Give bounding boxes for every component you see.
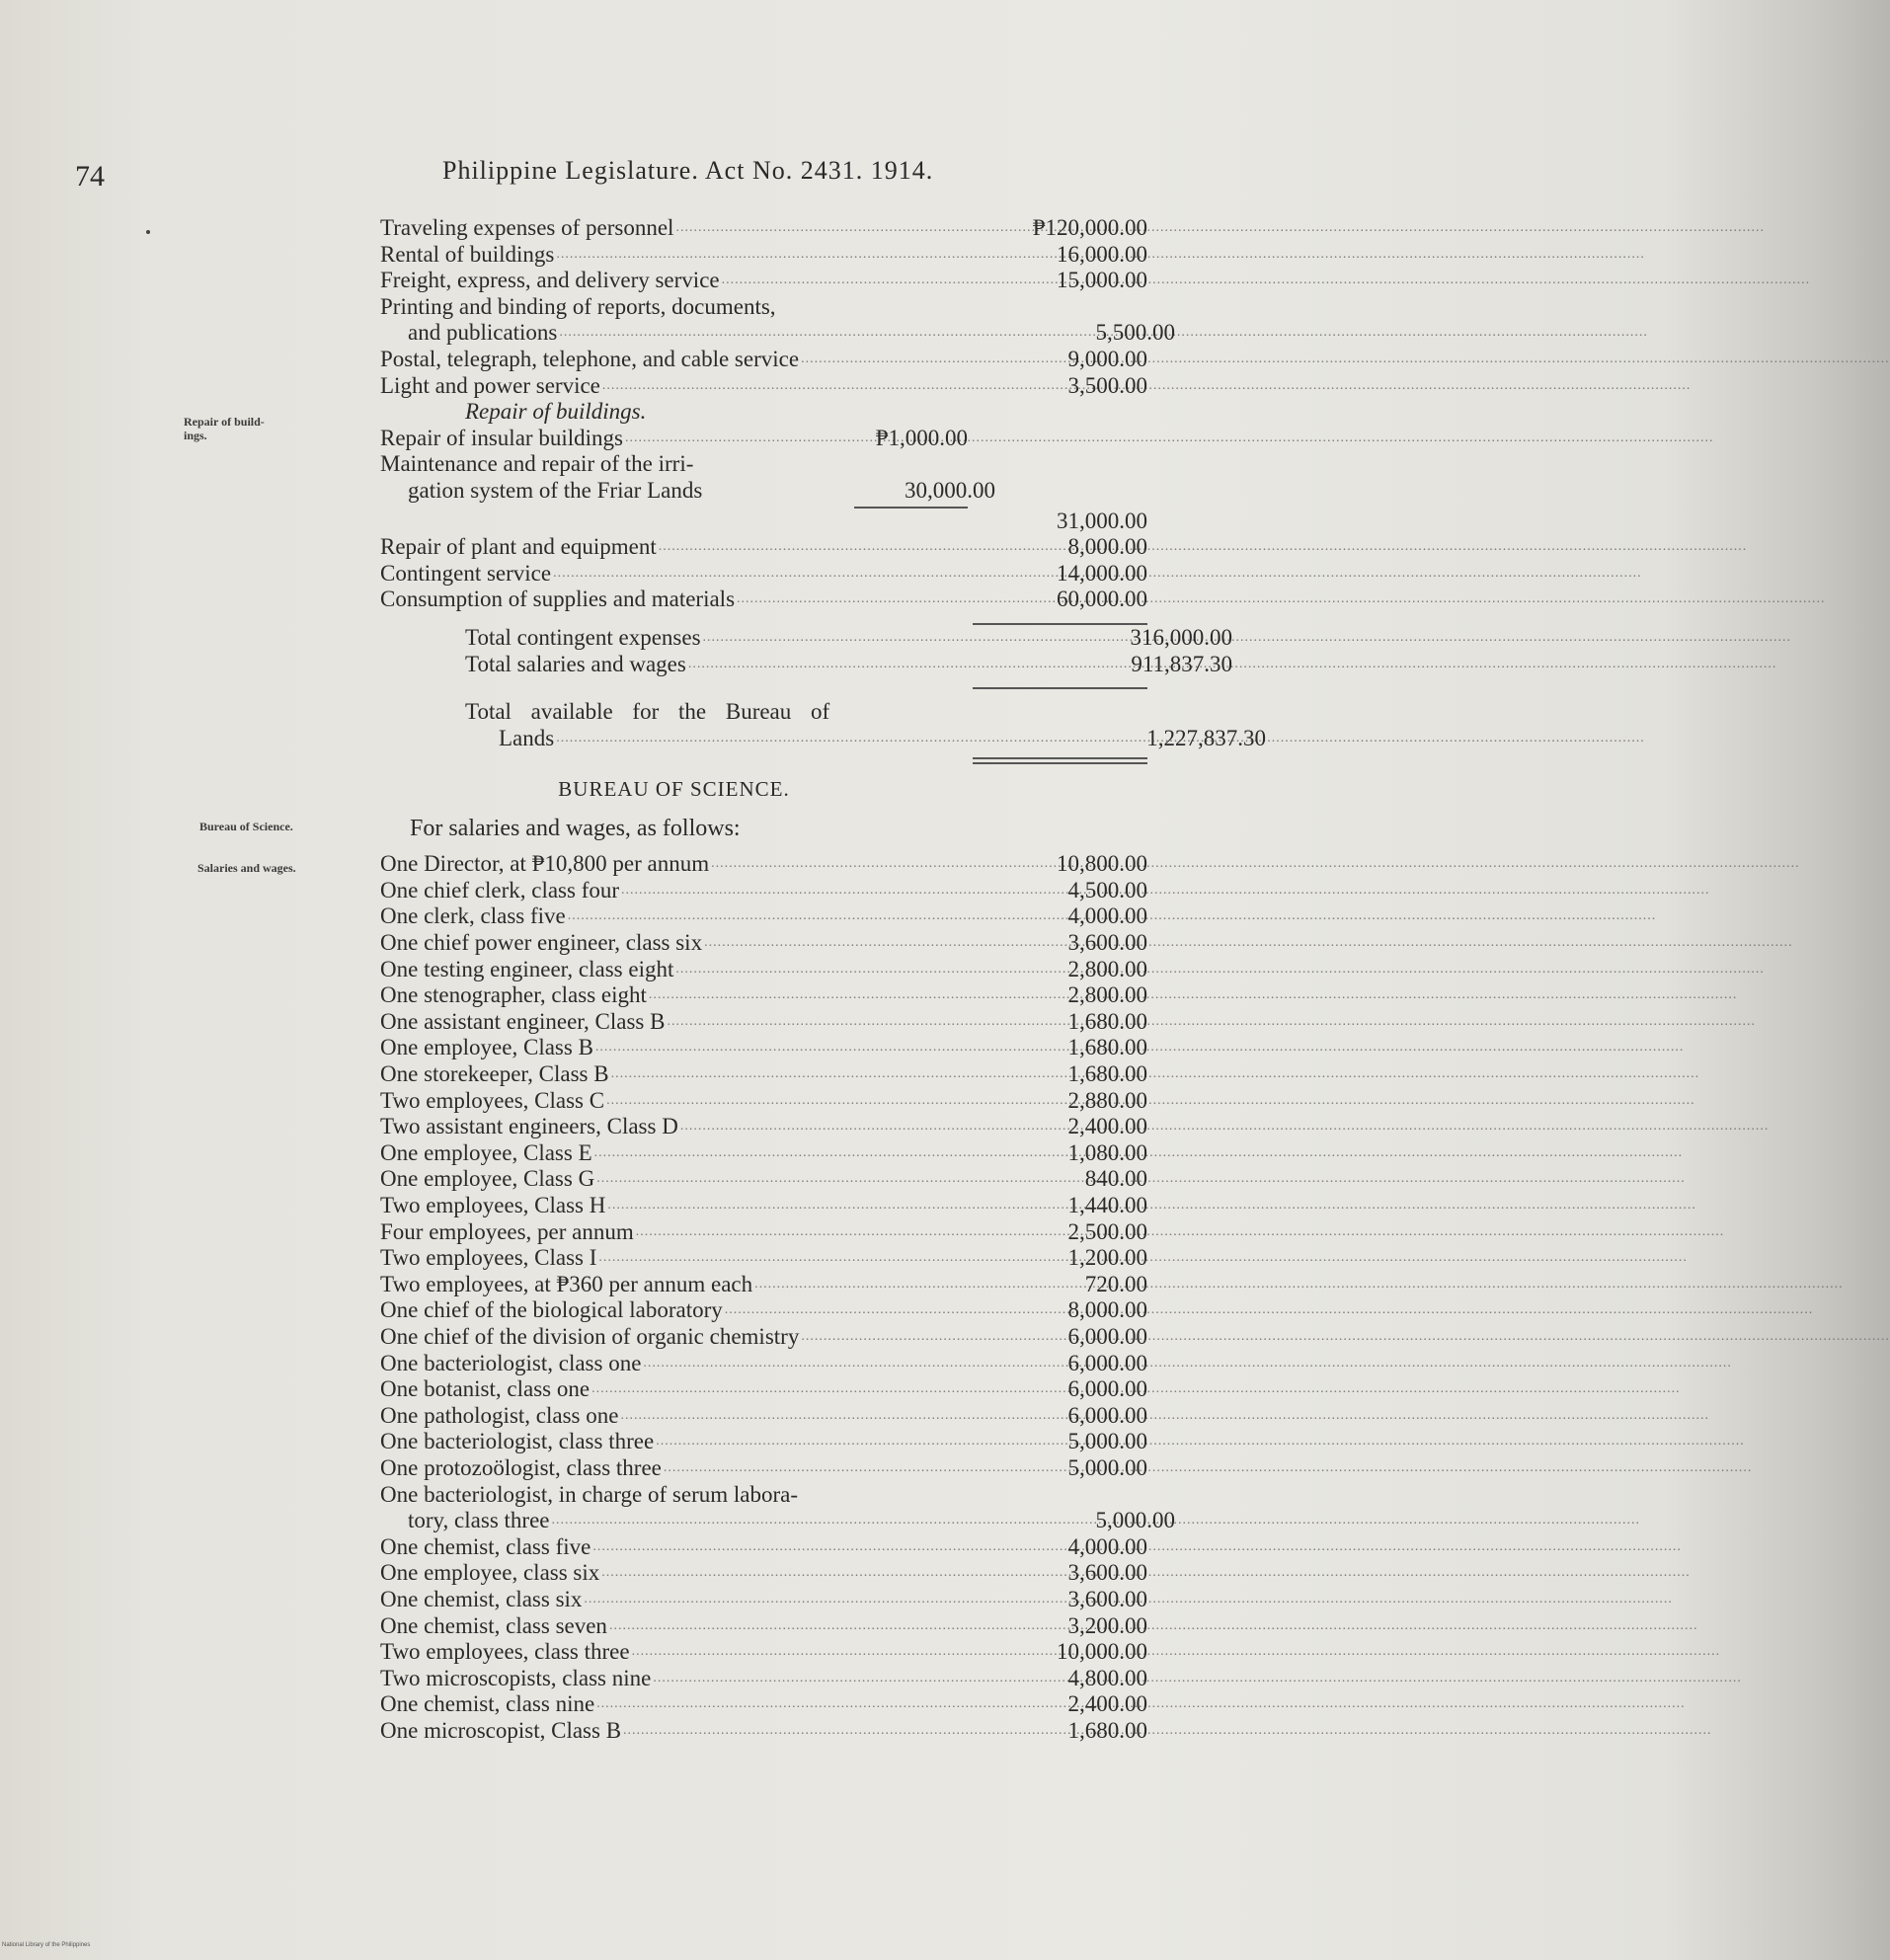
appropriation-table	[380, 215, 1266, 1744]
grand-total-label: Total available for the Bureau of	[465, 699, 830, 725]
table-row	[380, 1666, 1147, 1692]
row-label: One testing engineer, class eight	[380, 956, 674, 981]
row-label: One stenographer, class eight	[380, 982, 647, 1008]
table-row	[380, 1482, 1147, 1509]
table-row	[380, 1639, 1147, 1666]
repair-subtotal: 31,000.00	[1057, 508, 1147, 533]
row-amount: 1,200.00	[1067, 1245, 1147, 1271]
row-amount: 1,440.00	[1067, 1193, 1147, 1217]
table-row	[380, 451, 1147, 478]
footer-credit: National Library of the Philippines	[2, 1942, 91, 1948]
row-label: One chemist, class five	[380, 1533, 591, 1559]
row-label: One Director, at ₱10,800 per annum	[380, 851, 710, 877]
table-row	[380, 1403, 1147, 1430]
row-label: Four employees, per annum	[380, 1218, 634, 1244]
row-amount: 4,800.00	[1067, 1665, 1147, 1690]
row-amount: 16,000.00	[1057, 241, 1147, 267]
row-amount: 10,800.00	[1057, 851, 1147, 877]
row-amount: 8,000.00	[1067, 534, 1147, 560]
row-label: One bacteriologist, class three	[380, 1429, 655, 1454]
table-row	[380, 1114, 1147, 1140]
row-label: One microscopist, Class B	[380, 1717, 622, 1743]
margin-note-salaries: Salaries and wages.	[197, 861, 296, 875]
row-label: One assistant engineer, Class B	[380, 1008, 666, 1034]
row-amount: 3,500.00	[1067, 372, 1147, 398]
table-row	[380, 561, 1147, 588]
section-heading-bureau-science: BUREAU OF SCIENCE.	[558, 777, 790, 802]
row-amount: 6,000.00	[1067, 1350, 1147, 1375]
table-row	[380, 1376, 1147, 1403]
row-label: Freight, express, and delivery service	[380, 268, 720, 293]
table-row	[380, 587, 1147, 613]
row-label: One pathologist, class one	[380, 1402, 619, 1428]
row-label: One chief power engineer, class six	[380, 930, 703, 956]
table-row	[380, 426, 1147, 452]
table-row	[380, 624, 1232, 652]
row-amount: 15,000.00	[1057, 268, 1147, 293]
row-amount: 2,400.00	[1067, 1114, 1147, 1139]
row-amount: 5,500.00	[1095, 320, 1175, 346]
row-label: One bacteriologist, in charge of serum labora-	[380, 1481, 799, 1507]
table-row	[380, 1691, 1147, 1718]
table-row	[380, 699, 1147, 726]
table-row	[380, 347, 1147, 373]
row-amount: 3,600.00	[1067, 1586, 1147, 1611]
section-intro: For salaries and wages, as follows:	[410, 816, 741, 842]
margin-note-bureau-science: Bureau of Science.	[199, 820, 293, 833]
row-amount: 2,880.00	[1067, 1087, 1147, 1113]
table-row	[380, 1009, 1147, 1036]
row-label: One employee, class six	[380, 1560, 600, 1586]
table-row	[380, 1560, 1147, 1587]
row-amount: 6,000.00	[1067, 1402, 1147, 1428]
row-label: Contingent service	[380, 560, 552, 586]
table-row	[380, 651, 1232, 678]
row-amount: ₱120,000.00	[1032, 215, 1147, 240]
row-amount: 1,680.00	[1067, 1008, 1147, 1034]
row-label: One employee, Class E	[380, 1139, 592, 1165]
row-amount: 3,200.00	[1067, 1612, 1147, 1638]
row-label: One chief of the biological laboratory	[380, 1297, 723, 1323]
row-amount: 5,000.00	[1067, 1429, 1147, 1454]
row-amount: 6,000.00	[1067, 1376, 1147, 1402]
table-row	[380, 1088, 1147, 1115]
table-row	[380, 1193, 1147, 1219]
row-label: Two assistant engineers, Class D	[380, 1114, 678, 1139]
table-row	[380, 1166, 1147, 1193]
row-amount: 14,000.00	[1057, 560, 1147, 586]
row-label: gation system of the Friar Lands	[408, 477, 703, 503]
table-row	[380, 851, 1147, 878]
row-label: One chemist, class six	[380, 1586, 583, 1611]
row-label: Two employees, Class I	[380, 1245, 597, 1271]
total-label: Total salaries and wages	[465, 651, 686, 676]
row-amount: 10,000.00	[1057, 1639, 1147, 1665]
table-row	[380, 1245, 1147, 1272]
row-amount: 5,000.00	[1067, 1454, 1147, 1480]
table-row	[380, 1219, 1147, 1246]
table-row	[380, 1324, 1147, 1351]
table-row	[380, 1272, 1147, 1298]
row-label: One chief clerk, class four	[380, 877, 620, 902]
row-amount: 6,000.00	[1067, 1323, 1147, 1349]
table-row	[380, 1508, 1175, 1534]
table-row	[380, 1455, 1147, 1482]
table-row	[380, 478, 1147, 505]
table-row	[380, 1429, 1147, 1455]
row-label: tory, class three	[408, 1508, 550, 1533]
row-label: One protozoölogist, class three	[380, 1454, 662, 1480]
row-label: Repair of insular buildings	[380, 425, 623, 450]
row-amount: 3,600.00	[1067, 930, 1147, 956]
row-amount: 9,000.00	[1067, 346, 1147, 371]
row-label: Two employees, at ₱360 per annum each	[380, 1271, 753, 1296]
row-label: One chemist, class nine	[380, 1691, 595, 1717]
table-row	[380, 1587, 1147, 1613]
grand-total-label-2: Lands	[499, 725, 555, 750]
row-label: Rental of buildings	[380, 241, 555, 267]
row-amount: 1,680.00	[1067, 1061, 1147, 1087]
row-label: Printing and binding of reports, documents,	[380, 293, 776, 319]
row-label: One chief of the division of organic chemistry	[380, 1323, 800, 1349]
row-amount: 1,680.00	[1067, 1717, 1147, 1743]
row-label: One botanist, class one	[380, 1376, 591, 1402]
row-amount: 60,000.00	[1057, 587, 1147, 612]
row-label: Light and power service	[380, 372, 600, 398]
row-label: One employee, Class B	[380, 1035, 593, 1060]
grand-total-amount: 1,227,837.30	[1146, 725, 1266, 750]
row-label: Two microscopists, class nine	[380, 1665, 652, 1690]
table-row	[380, 903, 1147, 930]
row-amount: 2,500.00	[1067, 1218, 1147, 1244]
table-row	[380, 982, 1147, 1009]
row-label: One employee, Class G	[380, 1166, 595, 1192]
table-row	[380, 294, 1147, 321]
row-label: Two employees, Class C	[380, 1087, 605, 1113]
table-row	[380, 242, 1147, 269]
row-amount: 1,080.00	[1067, 1139, 1147, 1165]
row-label: Consumption of supplies and materials	[380, 587, 736, 612]
row-amount: 4,000.00	[1067, 903, 1147, 929]
row-sub-amount: 30,000.00	[905, 477, 995, 503]
row-amount: 720.00	[1084, 1271, 1147, 1296]
row-amount: 3,600.00	[1067, 1560, 1147, 1586]
row-amount: 2,800.00	[1067, 982, 1147, 1008]
table-row	[380, 1035, 1147, 1061]
bureau-science-list	[380, 851, 1175, 1744]
table-row	[380, 268, 1147, 294]
table-row	[380, 1061, 1147, 1088]
row-amount: 1,680.00	[1067, 1035, 1147, 1060]
row-label: and publications	[408, 320, 558, 346]
section-heading-repair: Repair of buildings.	[465, 399, 647, 425]
table-row	[380, 878, 1147, 904]
table-row	[380, 1718, 1147, 1745]
row-label: One storekeeper, Class B	[380, 1061, 609, 1087]
table-row	[380, 1297, 1147, 1324]
row-amount: 4,500.00	[1067, 877, 1147, 902]
row-amount: 5,000.00	[1095, 1508, 1175, 1533]
margin-note-repair: Repair of build- ings.	[184, 415, 265, 442]
page-number: 74	[75, 160, 105, 193]
row-amount: 2,800.00	[1067, 956, 1147, 981]
row-label: Postal, telegraph, telephone, and cable service	[380, 346, 800, 371]
row-label: Traveling expenses of personnel	[380, 215, 674, 240]
row-sub-amount: ₱1,000.00	[875, 425, 968, 450]
table-row	[380, 373, 1147, 400]
table-row	[380, 1613, 1147, 1640]
row-label: One clerk, class five	[380, 903, 566, 929]
table-row	[380, 1351, 1147, 1377]
total-label: Total contingent expenses	[465, 624, 701, 650]
row-label: One chemist, class seven	[380, 1612, 607, 1638]
double-rule	[973, 757, 1147, 764]
table-row	[380, 957, 1147, 983]
total-amount: 316,000.00	[1130, 624, 1232, 650]
table-row	[380, 215, 1147, 242]
row-label: One bacteriologist, class one	[380, 1350, 642, 1375]
table-row	[380, 534, 1147, 561]
row-amount: 840.00	[1084, 1166, 1147, 1192]
row-amount: 2,400.00	[1067, 1691, 1147, 1717]
row-amount: 8,000.00	[1067, 1297, 1147, 1323]
row-label: Repair of plant and equipment	[380, 534, 657, 560]
row-amount: 4,000.00	[1067, 1533, 1147, 1559]
table-row	[380, 1140, 1147, 1167]
running-head: Philippine Legislature. Act No. 2431. 1914.	[442, 156, 934, 185]
table-row	[380, 930, 1147, 957]
table-row	[380, 509, 1147, 535]
row-label: Two employees, class three	[380, 1639, 630, 1665]
row-label: Maintenance and repair of the irri-	[380, 451, 694, 477]
table-row	[380, 320, 1175, 347]
row-label: Two employees, Class H	[380, 1193, 606, 1217]
total-amount: 911,837.30	[1131, 651, 1232, 676]
table-row	[380, 725, 1266, 752]
speck	[146, 230, 150, 234]
table-row	[380, 1534, 1147, 1561]
